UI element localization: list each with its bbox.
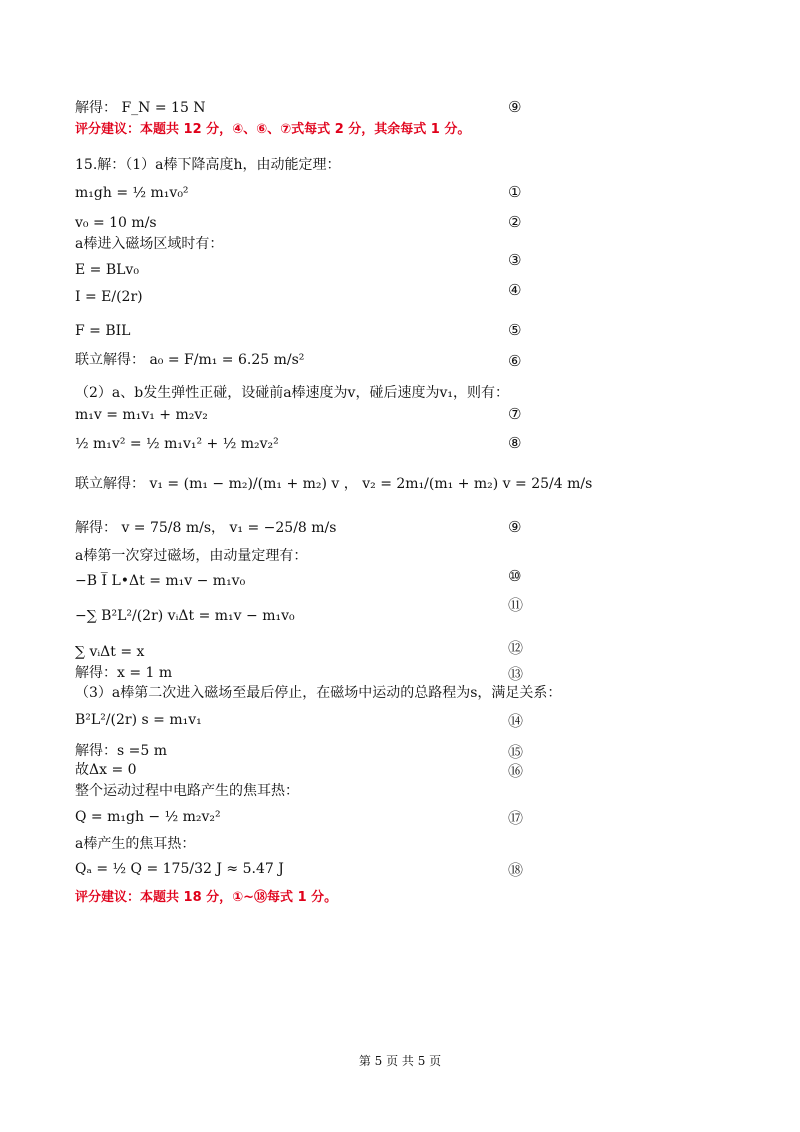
solution-line: −∑ B²L²/(2r) vᵢΔt = m₁v − m₁v₀ bbox=[75, 608, 295, 624]
equation-number: ⑦ bbox=[508, 405, 522, 423]
solution-line: a棒进入磁场区域时有： bbox=[75, 236, 224, 252]
equation-number: ⑬ bbox=[508, 665, 524, 683]
scoring-note: 评分建议：本题共 18 分，①~⑱每式 1 分。 bbox=[75, 890, 338, 905]
solution-line: v₀ = 10 m/s bbox=[75, 215, 157, 231]
solution-line: F = BIL bbox=[75, 323, 131, 339]
equation-number: ⑰ bbox=[508, 809, 524, 827]
solution-line: （3）a棒第二次进入磁场至最后停止，在磁场中运动的总路程为s，满足关系： bbox=[75, 685, 562, 701]
equation-number: ⑫ bbox=[508, 639, 524, 657]
solution-line: 故Δx = 0 bbox=[75, 762, 137, 778]
equation-number: ④ bbox=[508, 281, 522, 299]
solution-line: 联立解得： v₁ = (m₁ − m₂)/(m₁ + m₂) v ， v₂ = 2m₁/(m₁ + m₂) v = 25/4 m/s bbox=[75, 476, 593, 492]
equation-number: ⑩ bbox=[508, 567, 522, 585]
solution-line: ½ m₁v² = ½ m₁v₁² + ½ m₂v₂² bbox=[75, 436, 279, 452]
solution-line: a棒产生的焦耳热： bbox=[75, 836, 196, 852]
solution-line: 解得：x = 1 m bbox=[75, 665, 173, 681]
equation-number: ⑨ bbox=[508, 518, 522, 536]
solution-line: m₁gh = ½ m₁v₀² bbox=[75, 185, 189, 201]
equation-number: ⑱ bbox=[508, 861, 524, 879]
equation-number: ⑥ bbox=[508, 352, 522, 370]
solution-line: 联立解得： a₀ = F/m₁ = 6.25 m/s² bbox=[75, 352, 305, 368]
solution-line: 解得：s =5 m bbox=[75, 743, 167, 759]
equation-number: ⑨ bbox=[508, 98, 522, 116]
solution-line: 解得： F_N = 15 N bbox=[75, 100, 206, 116]
solution-line: I = E/(2r) bbox=[75, 289, 143, 305]
solution-line: m₁v = m₁v₁ + m₂v₂ bbox=[75, 407, 208, 423]
solution-line: B²L²/(2r) s = m₁v₁ bbox=[75, 712, 202, 728]
page-footer: 第 5 页 共 5 页 bbox=[358, 1054, 442, 1068]
solution-line: −B I̅ L•Δt = m₁v − m₁v₀ bbox=[75, 573, 246, 589]
solution-line: 整个运动过程中电路产生的焦耳热： bbox=[75, 783, 299, 799]
solution-line: 解得： v = 75/8 m/s， v₁ = −25/8 m/s bbox=[75, 520, 337, 536]
solution-line: ∑ vᵢΔt = x bbox=[75, 644, 145, 660]
solution-line: E = BLv₀ bbox=[75, 262, 139, 278]
equation-number: ③ bbox=[508, 251, 522, 269]
solution-line: （2）a、b发生弹性正碰，设碰前a棒速度为v，碰后速度为v₁，则有： bbox=[75, 385, 509, 401]
equation-number: ② bbox=[508, 213, 522, 231]
solution-line: a棒第一次穿过磁场，由动量定理有： bbox=[75, 548, 308, 564]
solution-line: 15.解：（1）a棒下降高度h，由动能定理： bbox=[75, 157, 341, 173]
solution-line: Qₐ = ½ Q = 175/32 J ≈ 5.47 J bbox=[75, 861, 284, 877]
equation-number: ⑯ bbox=[508, 762, 524, 780]
equation-number: ⑤ bbox=[508, 321, 522, 339]
equation-number: ⑧ bbox=[508, 434, 522, 452]
equation-number: ⑪ bbox=[508, 596, 524, 614]
solution-line: Q = m₁gh − ½ m₂v₂² bbox=[75, 809, 221, 825]
equation-number: ① bbox=[508, 183, 522, 201]
scoring-note: 评分建议：本题共 12 分，④、⑥、⑦式每式 2 分，其余每式 1 分。 bbox=[75, 122, 471, 137]
equation-number: ⑭ bbox=[508, 712, 524, 730]
equation-number: ⑮ bbox=[508, 743, 524, 761]
